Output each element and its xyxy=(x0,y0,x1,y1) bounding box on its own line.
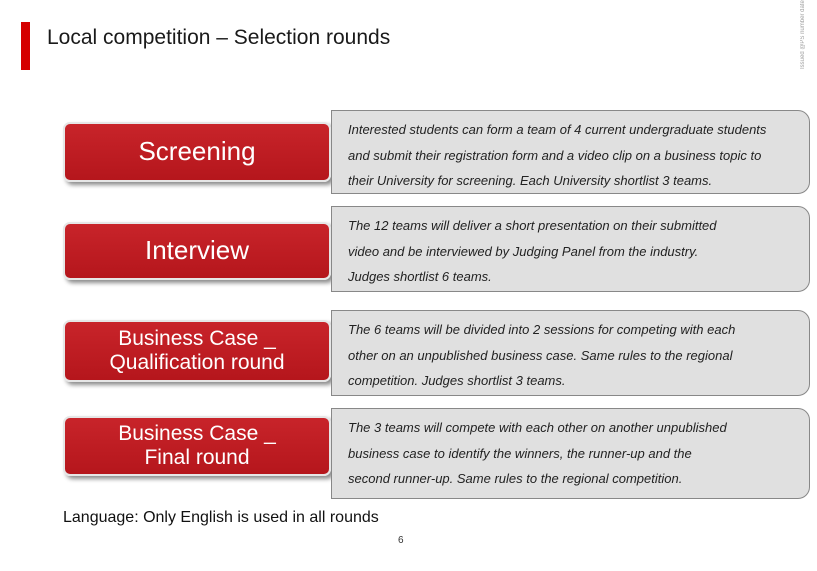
description-line: The 12 teams will deliver a short presentation on their submitted xyxy=(348,218,717,233)
stage-label: Business Case _ Qualification round xyxy=(109,327,285,374)
stage-label: Interview xyxy=(144,235,250,266)
stage-label: Business Case _ Final round xyxy=(118,422,276,469)
stage-label: Screening xyxy=(138,136,256,167)
side-note-text: Issued @PS number date xyxy=(800,0,806,69)
stage-qualification-description xyxy=(331,310,810,396)
stage-screening xyxy=(63,122,331,182)
description-line: The 6 teams will be divided into 2 sessions for competing with each xyxy=(348,322,736,337)
stage-final-round xyxy=(63,416,331,476)
page-title: Local competition – Selection rounds xyxy=(47,26,391,49)
stage-qualification-round xyxy=(63,320,331,382)
title-accent-bar xyxy=(21,22,30,70)
stage-interview xyxy=(63,222,331,280)
description-line: other on an unpublished business case. Same rules to the regional xyxy=(348,347,733,363)
description-line: their University for screening. Each University shortlist 3 teams. xyxy=(348,173,713,188)
description-line: business case to identify the winners, the runner-up and the xyxy=(348,445,692,461)
description-line: second runner-up. Same rules to the regional competition. xyxy=(348,471,683,486)
stage-interview-description xyxy=(331,206,810,292)
description-line: video and be interviewed by Judging Panel from the industry. xyxy=(348,243,699,259)
description-line: Judges shortlist 6 teams. xyxy=(348,269,492,284)
language-note: Language: Only English is used in all rounds xyxy=(63,509,379,526)
description-line: competition. Judges shortlist 3 teams. xyxy=(348,373,566,388)
page-number: 6 xyxy=(398,535,404,546)
stage-final-description xyxy=(331,408,810,499)
stage-screening-description xyxy=(331,110,810,194)
description-line: The 3 teams will compete with each other on another unpublished xyxy=(348,420,727,435)
side-note xyxy=(796,0,810,110)
description-line: and submit their registration form and a video clip on a business topic to xyxy=(348,147,762,163)
description-line: Interested students can form a team of 4 current undergraduate students xyxy=(348,122,767,137)
